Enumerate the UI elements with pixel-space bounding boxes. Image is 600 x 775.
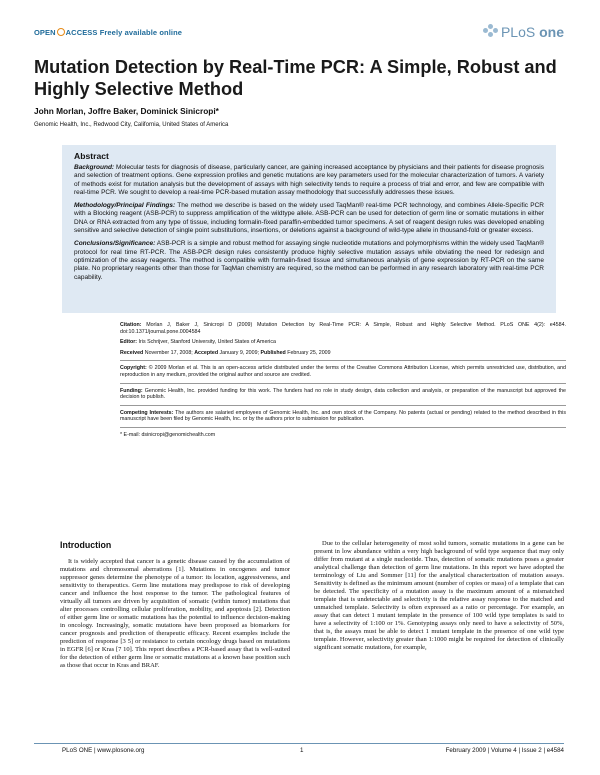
competing-label: Competing Interests:: [120, 409, 174, 416]
abstract-heading: Abstract: [74, 151, 109, 161]
published-date: February 25, 2009: [285, 349, 331, 356]
editor: [120, 339, 566, 346]
funding: [120, 388, 566, 401]
citation-label: Citation:: [120, 322, 142, 328]
funding-text: Genomic Health, Inc. provided funding for this work. The funders had no role in study design, data collection and analysis, or preparation of the manuscript but approved the decision to publish.: [120, 387, 566, 401]
background-label: Background:: [74, 164, 115, 171]
accepted-date: January 9, 2009;: [218, 349, 261, 356]
dates: [120, 350, 566, 357]
journal-header: [34, 24, 564, 54]
meta-divider: [120, 383, 566, 384]
email: * E-mail: dsinicropi@genomichealth.com: [120, 431, 216, 438]
copyright-text: © 2009 Morlan et al. This is an open-access article distributed under the terms of the Creative Commons Attribution License, which permits unrestricted use, distribution, and reproduction in any medium, provided the original author and source are credited.: [120, 365, 566, 378]
methods-label: Methodology/Principal Findings:: [74, 202, 176, 210]
brand-one: one: [539, 24, 564, 40]
received-date: November 17, 2008;: [143, 349, 195, 356]
accepted-label: Accepted: [194, 349, 219, 356]
intro-paragraph-1: It is widely accepted that cancer is a genetic disease caused by the accumulation of mutations and chromosomal aberrations [1]. Mutations in oncogenes and tumor suppressor genes determine the phenotype of a tumor: its location, aggressiveness, and sensitivity to therapeutics. Germ line mutations may predispose to risk of developing cancer and influence the host response to the tumor. The pathological features of virtually all tumors are driven by acquisition of somatic (within tumor) mutations that alter processes controlling cellular proliferation, mobility, and apoptosis [2]. Detection of either germ line or somatic mutations has the potential to influence decision-making in oncology. Increasingly, somatic mutations have been proposed as biomarkers for cancer prognosis and prediction of therapeutic efficacy. Recent examples include the prediction of response [3 5] or resistance to certain oncology drugs based on mutations in EGFR [6] or Kras [7 10]. This report describes a PCR-based assay that is well-suited for the detection of either germ line or somatic mutations at a known base position such as those that occur in Kras and BRAF.: [60, 558, 290, 669]
editor-text: Iris Schrijver, Stanford University, United States of America: [137, 339, 276, 346]
article-metadata: [120, 322, 566, 443]
meta-divider: [120, 360, 566, 361]
footer-journal: PLoS ONE | www.plosone.org: [62, 747, 145, 754]
abstract-background: [74, 164, 544, 197]
page-footer: [34, 743, 564, 754]
meta-divider: [120, 427, 566, 428]
plos-dots-icon: [483, 24, 499, 38]
published-label: Published: [260, 349, 286, 356]
open-access-label: OPEN: [34, 28, 56, 37]
freely-available-label: Freely available online: [99, 28, 183, 37]
intro-paragraph-2: Due to the cellular heterogeneity of most solid tumors, somatic mutations in a gene can be present in low abundance within a very high background of wild type sequence that may only differ from mutant at a single nucleotide. Thus, detection of somatic mutations poses a greater analytical challenge than detection of germ line mutations. In this report we have adopted the terminology of Liu and Sommer [11] for the analytical characterization of mutation assays. Sensitivity is defined as the minimum amount (number of copies or mass) of a template that can be detected. The specificity of a mutation assay is the maximum amount of a mismatched template that is undetectable and selectivity is the relative assay response to the matched and unmatched template. Selectivity is often expressed as a ratio or percentage. For example, an assay that can detect 1 mutant template in the presence of 100 wild type templates is said to have a selectivity of 1:100 or 1%. Genotyping assays only need to have a selectivity of 50%, that is, the assays must be able to detect 1 mutant template in the presence of one wild type template. However, selectivity greater than 1:1000 might be required for detection of clinically significant somatic mutations, for example,: [314, 540, 564, 651]
footer-issue: February 2009 | Volume 4 | Issue 2 | e4584: [445, 747, 564, 754]
citation-text: Morlan J, Baker J, Sinicropi D (2009) Mutation Detection by Real-Time PCR: A Simple, Robust and Highly Selective Method. PLoS ONE 4(2): e4584. doi:10.1371/journal.pone.0004584: [120, 322, 566, 335]
competing-interests: [120, 410, 566, 423]
conclusions-label: Conclusions/Significance:: [74, 240, 156, 248]
affiliation: Genomic Health, Inc., Redwood City, California, United States of America: [34, 122, 229, 128]
background-text: Molecular tests for diagnosis of disease, particularly cancer, are gaining increased acceptance by physicians and their patients for disease prognosis and selection of treatment options. Gene expression profiles and genetic mutations are key parameters used for the molecular characterization of tumors. A variety of methods exist for mutation analysis but the development of assays with high selectivity tends to require a process of trial and error, and few are compatible with real-time PCR. We sought to develop a real-time PCR-based mutation assay methodology that successfully addresses these issues.: [74, 164, 544, 196]
copyright: [120, 365, 566, 378]
abstract-conclusions: [74, 240, 544, 281]
article-title: Mutation Detection by Real-Time PCR: A Simple, Robust and Highly Selective Method: [34, 57, 557, 99]
body-left-column: [60, 558, 290, 738]
conclusions-text: ASB-PCR is a simple and robust method for assaying single nucleotide mutations and polymorphisms within the widely used TaqMan® protocol for real time RT-PCR. The ASB-PCR design rules consistently produce highly selective mutation assays while obviating the need for redesign and optimization of the assay reagents. The method is compatible with formalin-fixed tissue and simultaneous analysis of gene expression by RT-PCR on the same plate. No proprietary reagents other than those for TaqMan chemistry are required, so the method can be performed in any research laboratory with real-time PCR capability.: [74, 240, 544, 281]
open-access-badge: [34, 28, 182, 37]
abstract-box: [62, 145, 556, 313]
competing-text: The authors are salaried employees of Genomic Health, Inc. and own stock of the Company. No patents (actual or pending) related to the method described in this manuscript have been filed by Genomic Health, Inc. or by the authors prior to submission for publication.: [120, 409, 566, 423]
editor-label: Editor:: [120, 339, 138, 346]
brand-plos: PLoS: [500, 24, 536, 40]
funding-label: Funding:: [120, 387, 143, 394]
page-number: 1: [300, 747, 304, 754]
body-right-column: [314, 540, 564, 738]
open-lock-icon: [57, 28, 65, 36]
meta-divider: [120, 405, 566, 406]
access-label: ACCESS: [65, 28, 98, 37]
plos-one-logo: [483, 24, 564, 40]
abstract-methods: [74, 202, 544, 235]
citation: [120, 322, 566, 335]
introduction-heading: Introduction: [60, 540, 112, 550]
author-list: John Morlan, Joffre Baker, Dominick Sinicropi*: [34, 106, 219, 116]
copyright-label: Copyright:: [120, 365, 147, 372]
methods-text: The method we describe is based on the widely used TaqMan® real-time PCR technology, and combines Allele-Specific PCR with a Blocking reagent (ASB-PCR) to suppress amplification of the wildtype allele. ASB-PCR can be used for detection of germ line or somatic mutations in either DNA or RNA extracted from any type of tissue, including formalin-fixed paraffin-embedded tumor specimens. A set of reagent design rules was developed enabling sensitive and selective detection of single point substitutions, insertions, or deletions against a background of wild-type allele in thousand-fold or greater excess.: [74, 202, 544, 235]
received-label: Received: [120, 349, 144, 356]
